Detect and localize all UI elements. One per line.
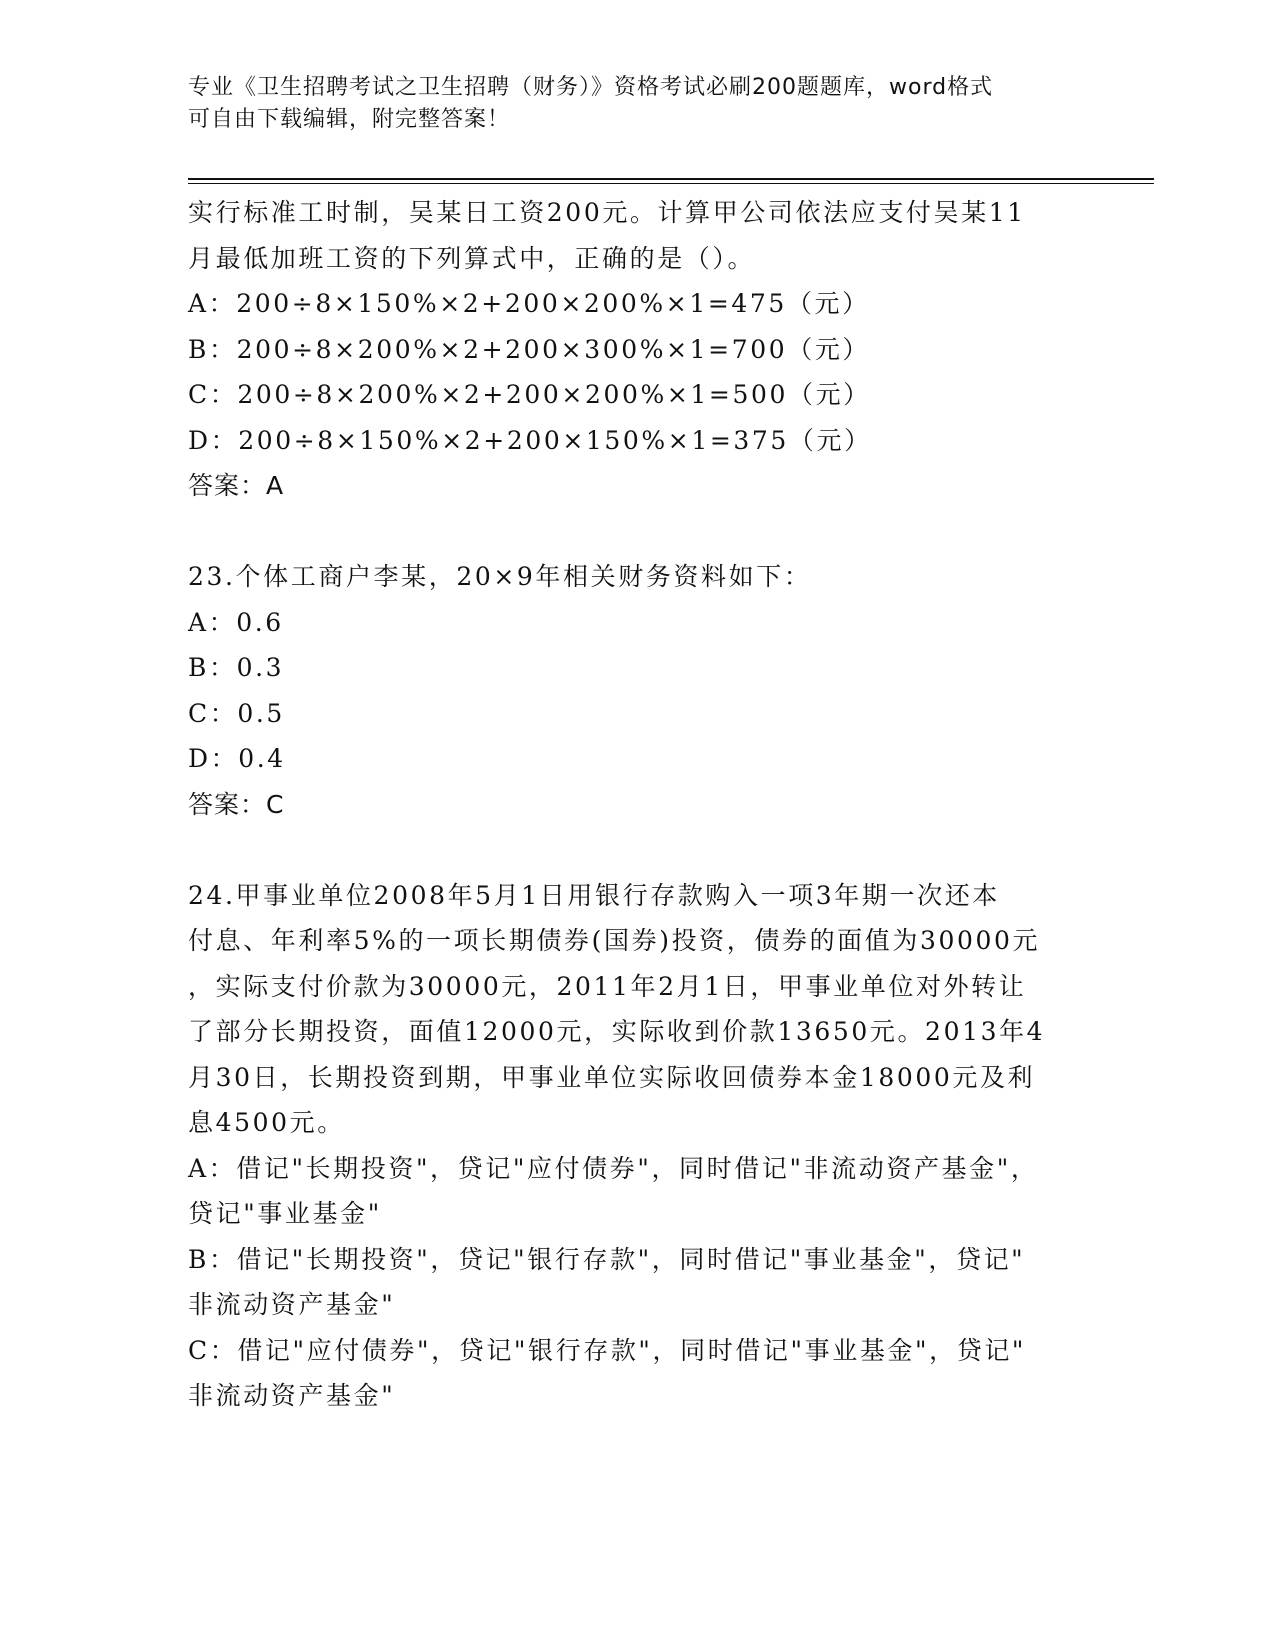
option-c: C：0.5 <box>188 698 285 728</box>
question-22 <box>188 190 1088 509</box>
header-line-1: 专业《卫生招聘考试之卫生招聘（财务）》资格考试必刷200题题库，word格式 <box>188 75 994 100</box>
spacer <box>188 509 1088 555</box>
question-stem-line: 实行标准工时制，吴某日工资200元。计算甲公司依法应支付吴某11 <box>188 198 1026 227</box>
answer-line: 答案：C <box>188 789 285 819</box>
answer-line: 答案：A <box>188 471 285 500</box>
option-d: D：200÷8×150%×2+200×150%×1=375（元） <box>188 425 872 455</box>
question-stem-line: 月最低加班工资的下列算式中，正确的是（）。 <box>188 243 756 273</box>
question-24 <box>188 873 1088 1419</box>
question-stem-line: 23.个体工商户李某，20×9年相关财务资料如下： <box>188 562 812 591</box>
document-header <box>188 72 1068 136</box>
option-a: A：借记"长期投资"，贷记"应付债券"，同时借记"非流动资产基金"， <box>188 1153 1039 1183</box>
question-stem-line: 月30日，长期投资到期，甲事业单位实际收回债券本金18000元及利 <box>188 1062 1036 1092</box>
option-c: C：借记"应付债券"，贷记"银行存款"，同时借记"事业基金"，贷记" <box>188 1335 1027 1365</box>
option-b: B：0.3 <box>188 653 285 682</box>
option-c-continued: 非流动资产基金" <box>188 1381 396 1410</box>
option-a: A：200÷8×150%×2+200×200%×1=475（元） <box>188 289 870 318</box>
question-23 <box>188 554 1088 827</box>
option-b: B：借记"长期投资"，贷记"银行存款"，同时借记"事业基金"，贷记" <box>188 1244 1026 1274</box>
header-line-2: 可自由下载编辑，附完整答案！ <box>188 107 511 132</box>
header-divider-thick <box>188 178 1154 180</box>
header-divider-thin <box>188 183 1154 184</box>
option-a-continued: 贷记"事业基金" <box>188 1199 382 1228</box>
question-stem-line: 付息、年利率5%的一项长期债券(国券)投资，债券的面值为30000元 <box>188 926 1041 955</box>
option-a: A：0.6 <box>188 607 284 637</box>
option-d: D：0.4 <box>188 744 286 773</box>
option-b-continued: 非流动资产基金" <box>188 1290 396 1319</box>
option-b: B：200÷8×200%×2+200×300%×1=700（元） <box>188 334 871 364</box>
question-stem-line: 了部分长期投资，面值12000元，实际收到价款13650元。2013年4 <box>188 1017 1046 1046</box>
question-stem-line: 24.甲事业单位2008年5月1日用银行存款购入一项3年期一次还本 <box>188 880 1000 910</box>
spacer <box>188 827 1088 873</box>
document-body <box>188 190 1088 1419</box>
question-stem-line: 息4500元。 <box>188 1108 345 1137</box>
option-c: C：200÷8×200%×2+200×200%×1=500（元） <box>188 380 871 409</box>
question-stem-line: ，实际支付价款为30000元，2011年2月1日，甲事业单位对外转让 <box>188 971 1027 1001</box>
